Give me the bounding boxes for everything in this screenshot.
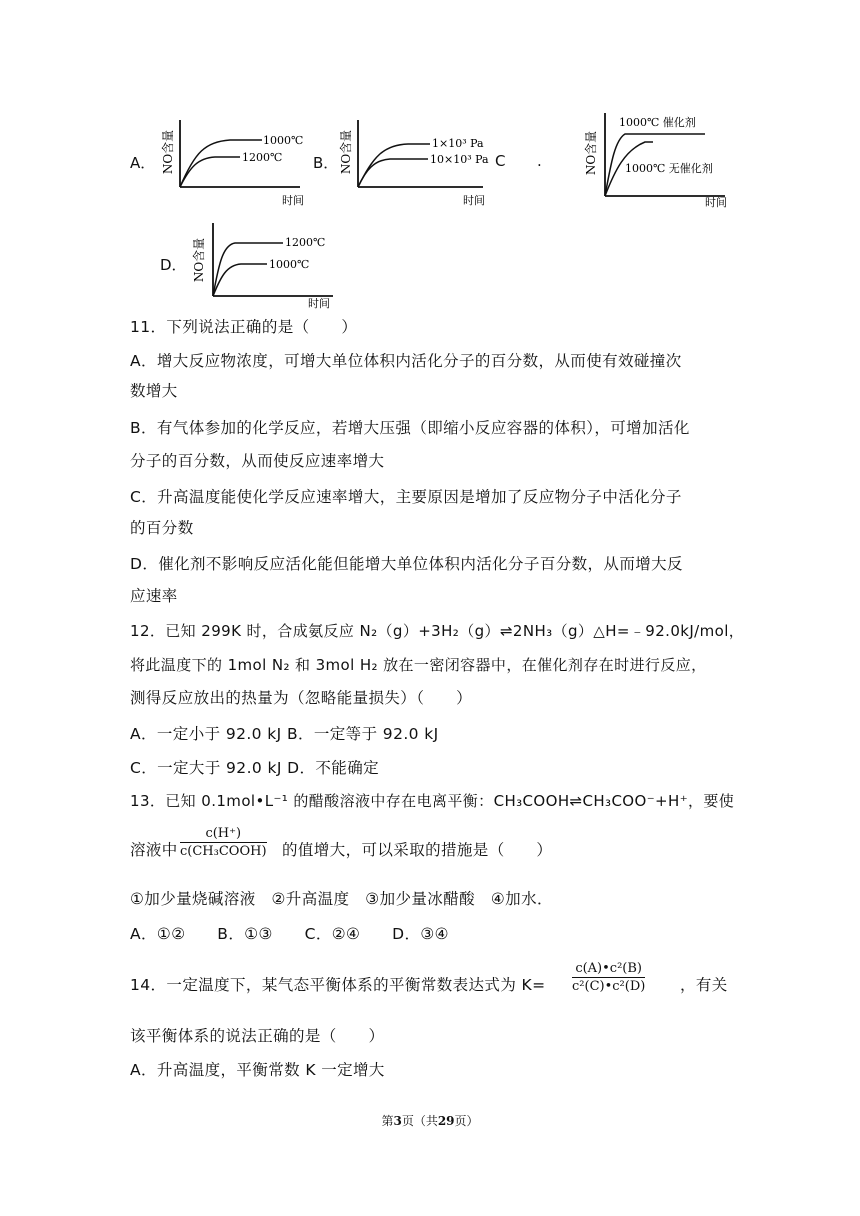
q11-option-d: D．催化剂不影响反应活化能但能增大单位体积内活化分子百分数，从而增大反	[130, 555, 683, 573]
q11-option-c: C．升高温度能使化学反应速率增大，主要原因是增加了反应物分子中活化分子	[130, 488, 682, 506]
q14-option-a: A．升高温度，平衡常数 K 一定增大	[130, 1061, 385, 1079]
option-c-dot: .	[537, 152, 542, 170]
q12-stem-2: 将此温度下的 1mol N₂ 和 3mol H₂ 放在一密闭容器中，在催化剂存在时进行反应，	[130, 656, 707, 674]
q13-fraction	[180, 826, 267, 859]
fraction-numerator: c(H⁺)	[180, 826, 267, 843]
q13-measures: ①加少量烧碱溶液 ②升高温度 ③加少量冰醋酸 ④加水．	[130, 890, 553, 908]
footer-text: 第	[381, 1114, 394, 1128]
option-a-label: A．	[130, 154, 156, 172]
q13-pre: 溶液中	[130, 841, 178, 859]
footer-text: 页（共	[401, 1114, 438, 1128]
q11-option-c-cont: 的百分数	[130, 519, 194, 537]
x-axis-label: 时间	[282, 194, 304, 207]
curve-label-1: 1000℃	[263, 134, 304, 147]
fraction-denominator: c(CH₃COOH)	[180, 844, 267, 859]
graph-d	[183, 218, 343, 310]
curve-label-1: 1000℃ 催化剂	[619, 116, 696, 129]
q13-options: A．①② B．①③ C．②④ D．③④	[130, 925, 449, 943]
q11-option-a: A．增大反应物浓度，可增大单位体积内活化分子的百分数，从而使有效碰撞次	[130, 352, 682, 370]
page-total: 29	[437, 1114, 455, 1128]
x-axis-label: 时间	[463, 194, 485, 207]
fraction-denominator: c²(C)•c²(D)	[572, 979, 646, 994]
graph-b	[328, 112, 498, 207]
q11-stem: 11．下列说法正确的是（ ）	[130, 318, 358, 336]
curve-label-2: 1200℃	[242, 151, 283, 164]
q12-stem-3: 测得反应放出的热量为（忽略能量损失）（ ）	[130, 689, 473, 707]
q11-option-b-cont: 分子的百分数，从而使反应速率增大	[130, 452, 385, 470]
y-axis-label: NO含量	[339, 129, 353, 175]
q14-post: ，有关	[680, 976, 728, 994]
q12-stem-1: 12．已知 299K 时，合成氨反应 N₂（g）+3H₂（g）⇌2NH₃（g）△H=﹣92.0kJ/mol，	[130, 622, 745, 640]
fraction-numerator: c(A)•c²(B)	[572, 961, 645, 978]
x-axis-label: 时间	[308, 297, 330, 310]
curve-label-2: 1000℃ 无催化剂	[625, 162, 713, 175]
curve-label-1: 1×10³ Pa	[432, 137, 484, 150]
option-d-label: D．	[160, 256, 187, 274]
graph-c	[575, 108, 735, 208]
y-axis-label: NO含量	[192, 237, 206, 283]
q11-option-b: B．有气体参加的化学反应，若增大压强（即缩小反应容器的体积），可增加活化	[130, 419, 690, 437]
q11-option-d-cont: 应速率	[130, 587, 178, 605]
q12-options-ab: A．一定小于 92.0 kJ B．一定等于 92.0 kJ	[130, 725, 439, 743]
option-b-label: B．	[313, 154, 339, 172]
x-axis-label: 时间	[705, 196, 727, 208]
footer-text: 页）	[454, 1114, 479, 1128]
graph-a	[150, 112, 310, 207]
y-axis-label: NO含量	[584, 130, 598, 176]
curve-label-2: 1000℃	[269, 258, 310, 271]
curve-label-1: 1200℃	[285, 236, 326, 249]
page-number: 3	[393, 1114, 402, 1128]
curve-label-2: 10×10³ Pa	[430, 153, 489, 166]
q13-stem-1: 13．已知 0.1mol•L⁻¹ 的醋酸溶液中存在电离平衡：CH₃COOH⇌CH₃COO⁻+H⁺，要使	[130, 792, 735, 810]
q14-stem-2: 该平衡体系的说法正确的是（ ）	[130, 1027, 385, 1045]
q14-pre: 14．一定温度下，某气态平衡体系的平衡常数表达式为 K=	[130, 976, 546, 994]
q12-options-cd: C．一定大于 92.0 kJ D．不能确定	[130, 759, 379, 777]
q14-fraction	[572, 961, 645, 994]
curve-1200	[180, 157, 240, 187]
y-axis-label: NO含量	[161, 129, 175, 175]
q13-post: 的值增大，可以采取的措施是（ ）	[282, 841, 553, 859]
option-c-label: C	[495, 152, 506, 170]
page-footer	[0, 1112, 860, 1129]
q11-option-a-cont: 数增大	[130, 382, 178, 400]
